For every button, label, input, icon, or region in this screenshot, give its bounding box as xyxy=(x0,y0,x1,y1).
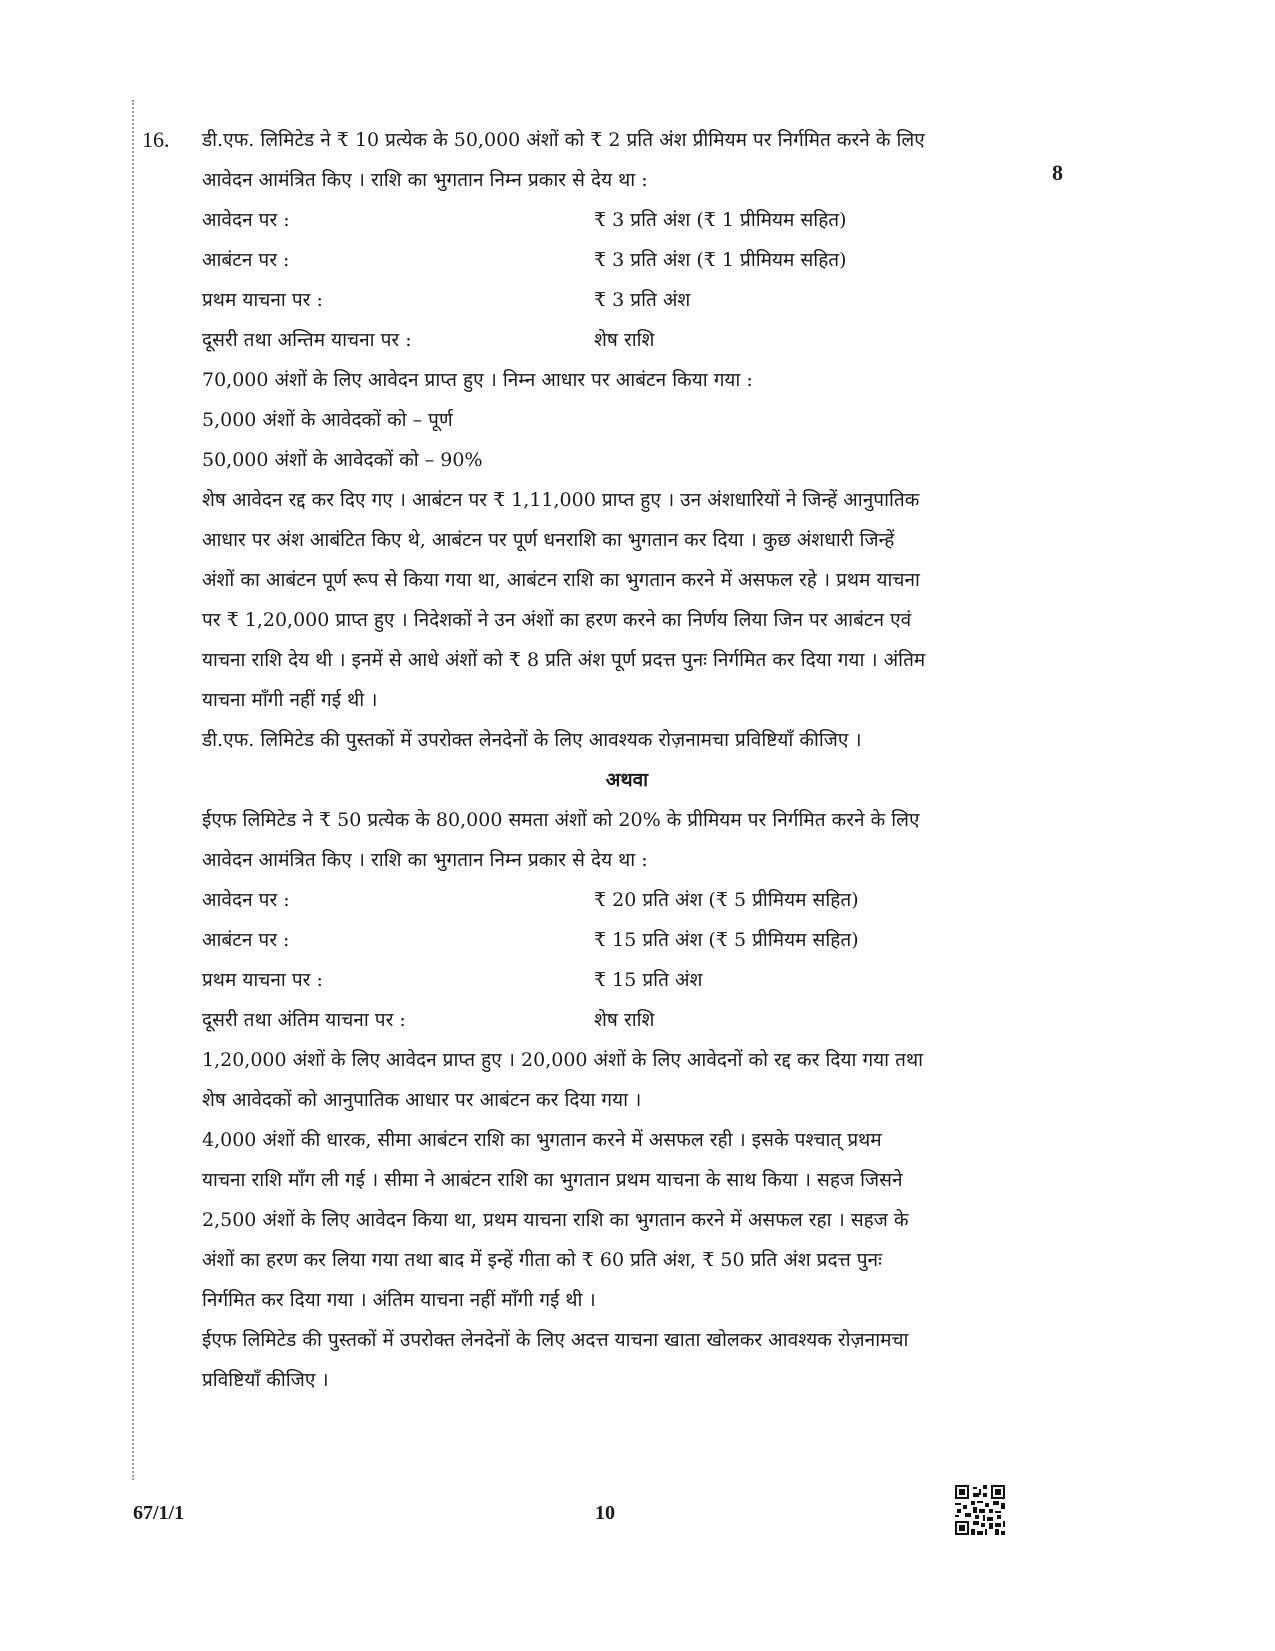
intro-line-1: डी.एफ. लिमिटेड ने ₹ 10 प्रत्येक के 50,000 अंशों को ₹ 2 प्रति अंश प्रीमियम पर निर्गमित करने के लिए xyxy=(202,129,925,151)
schedule-row xyxy=(202,280,1042,320)
schedule-amount: ₹ 3 प्रति अंश (₹ 1 प्रीमियम सहित) xyxy=(594,209,847,231)
schedule-amount: शेष राशि xyxy=(594,1009,655,1031)
intro-line-2: आवेदन आमंत्रित किए । राशि का भुगतान निम्न प्रकार से देय था : xyxy=(202,169,648,191)
question-body xyxy=(202,120,1042,1400)
schedule-amount: ₹ 3 प्रति अंश (₹ 1 प्रीमियम सहित) xyxy=(594,249,847,271)
alt-application-line: 1,20,000 अंशों के लिए आवेदन प्राप्त हुए । 20,000 अंशों के लिए आवेदनों को रद्द कर दिया गया तथा xyxy=(202,1049,924,1071)
allotment-line: 5,000 अंशों के आवेदकों को – पूर्ण xyxy=(202,409,453,431)
alt-body-line: 4,000 अंशों की धारक, सीमा आबंटन राशि का भुगतान करने में असफल रही । इसके पश्चात् प्रथम xyxy=(202,1129,882,1151)
schedule-amount: ₹ 15 प्रति अंश (₹ 5 प्रीमियम सहित) xyxy=(594,929,859,951)
alt-instruction-line: प्रविष्टियाँ कीजिए । xyxy=(202,1369,329,1391)
question-number: 16. xyxy=(142,127,170,152)
body-line: पर ₹ 1,20,000 प्राप्त हुए । निदेशकों ने उन अंशों का हरण करने का निर्णय लिया जिन पर आबंटन एवं xyxy=(202,609,912,631)
body-line: याचना राशि देय थी । इनमें से आधे अंशों को ₹ 8 प्रति अंश पूर्ण प्रदत्त पुनः निर्गमित कर दिया गया । अंतिम xyxy=(202,649,926,671)
alt-instruction-line: ईएफ लिमिटेड की पुस्तकों में उपरोक्त लेनदेनों के लिए अदत्त याचना खाता खोलकर आवश्यक रोज़नामचा xyxy=(202,1329,909,1351)
schedule-amount: शेष राशि xyxy=(594,329,655,351)
alt-schedule-row xyxy=(202,880,1042,920)
qr-code-icon xyxy=(955,1485,1005,1535)
allotment-line: 70,000 अंशों के लिए आवेदन प्राप्त हुए । निम्न आधार पर आबंटन किया गया : xyxy=(202,369,753,391)
schedule-stage: आबंटन पर : xyxy=(202,929,290,951)
alt-schedule-row xyxy=(202,1000,1042,1040)
schedule-stage: दूसरी तथा अन्तिम याचना पर : xyxy=(202,329,412,351)
schedule-stage: आबंटन पर : xyxy=(202,249,290,271)
alt-body-line: निर्गमित कर दिया गया । अंतिम याचना नहीं माँगी गई थी । xyxy=(202,1289,596,1311)
alt-schedule-row xyxy=(202,960,1042,1000)
schedule-stage: आवेदन पर : xyxy=(202,209,290,231)
alt-application-line: शेष आवेदकों को आनुपातिक आधार पर आबंटन कर दिया गया । xyxy=(202,1089,642,1111)
schedule-row xyxy=(202,240,1042,280)
paper-code: 67/1/1 xyxy=(133,1502,185,1524)
body-line: शेष आवेदन रद्द कर दिए गए । आबंटन पर ₹ 1,11,000 प्राप्त हुए । उन अंशधारियों ने जिन्हें आनुपातिक xyxy=(202,489,920,511)
margin-rule xyxy=(132,100,134,1480)
alt-schedule-row xyxy=(202,920,1042,960)
schedule-amount: ₹ 15 प्रति अंश xyxy=(594,969,703,991)
alt-intro-line-1: ईएफ लिमिटेड ने ₹ 50 प्रत्येक के 80,000 समता अंशों को 20% के प्रीमियम पर निर्गमित करने के लिए xyxy=(202,809,920,831)
schedule-amount: ₹ 3 प्रति अंश xyxy=(594,289,691,311)
schedule-row xyxy=(202,320,1042,360)
body-line: याचना माँगी नहीं गई थी । xyxy=(202,689,378,711)
instruction-line: डी.एफ. लिमिटेड की पुस्तकों में उपरोक्त लेनदेनों के लिए आवश्यक रोज़नामचा प्रविष्टियाँ कीजिए । xyxy=(202,729,862,751)
schedule-row xyxy=(202,200,1042,240)
schedule-amount: ₹ 20 प्रति अंश (₹ 5 प्रीमियम सहित) xyxy=(594,889,859,911)
schedule-stage: प्रथम याचना पर : xyxy=(202,289,323,311)
schedule-stage: आवेदन पर : xyxy=(202,889,290,911)
schedule-stage: प्रथम याचना पर : xyxy=(202,969,323,991)
alt-body-line: याचना राशि माँग ली गई । सीमा ने आबंटन राशि का भुगतान प्रथम याचना के साथ किया । सहज जिसने xyxy=(202,1169,903,1191)
body-line: अंशों का आबंटन पूर्ण रूप से किया गया था, आबंटन राशि का भुगतान करने में असफल रहे । प्रथम याचना xyxy=(202,569,920,591)
alt-intro-line-2: आवेदन आमंत्रित किए । राशि का भुगतान निम्न प्रकार से देय था : xyxy=(202,849,648,871)
alt-body-line: 2,500 अंशों के लिए आवेदन किया था, प्रथम याचना राशि का भुगतान करने में असफल रहा । सहज के xyxy=(202,1209,909,1231)
schedule-stage: दूसरी तथा अंतिम याचना पर : xyxy=(202,1009,406,1031)
question-marks: 8 xyxy=(1052,160,1063,185)
or-label: अथवा xyxy=(605,769,649,791)
page-number: 10 xyxy=(595,1502,615,1524)
allotment-line: 50,000 अंशों के आवेदकों को – 90% xyxy=(202,449,483,471)
body-line: आधार पर अंश आबंटित किए थे, आबंटन पर पूर्ण धनराशि का भुगतान कर दिया । कुछ अंशधारी जिन्हें xyxy=(202,529,895,551)
alt-body-line: अंशों का हरण कर लिया गया तथा बाद में इन्हें गीता को ₹ 60 प्रति अंश, ₹ 50 प्रति अंश प्रदत्त पुनः xyxy=(202,1249,882,1271)
